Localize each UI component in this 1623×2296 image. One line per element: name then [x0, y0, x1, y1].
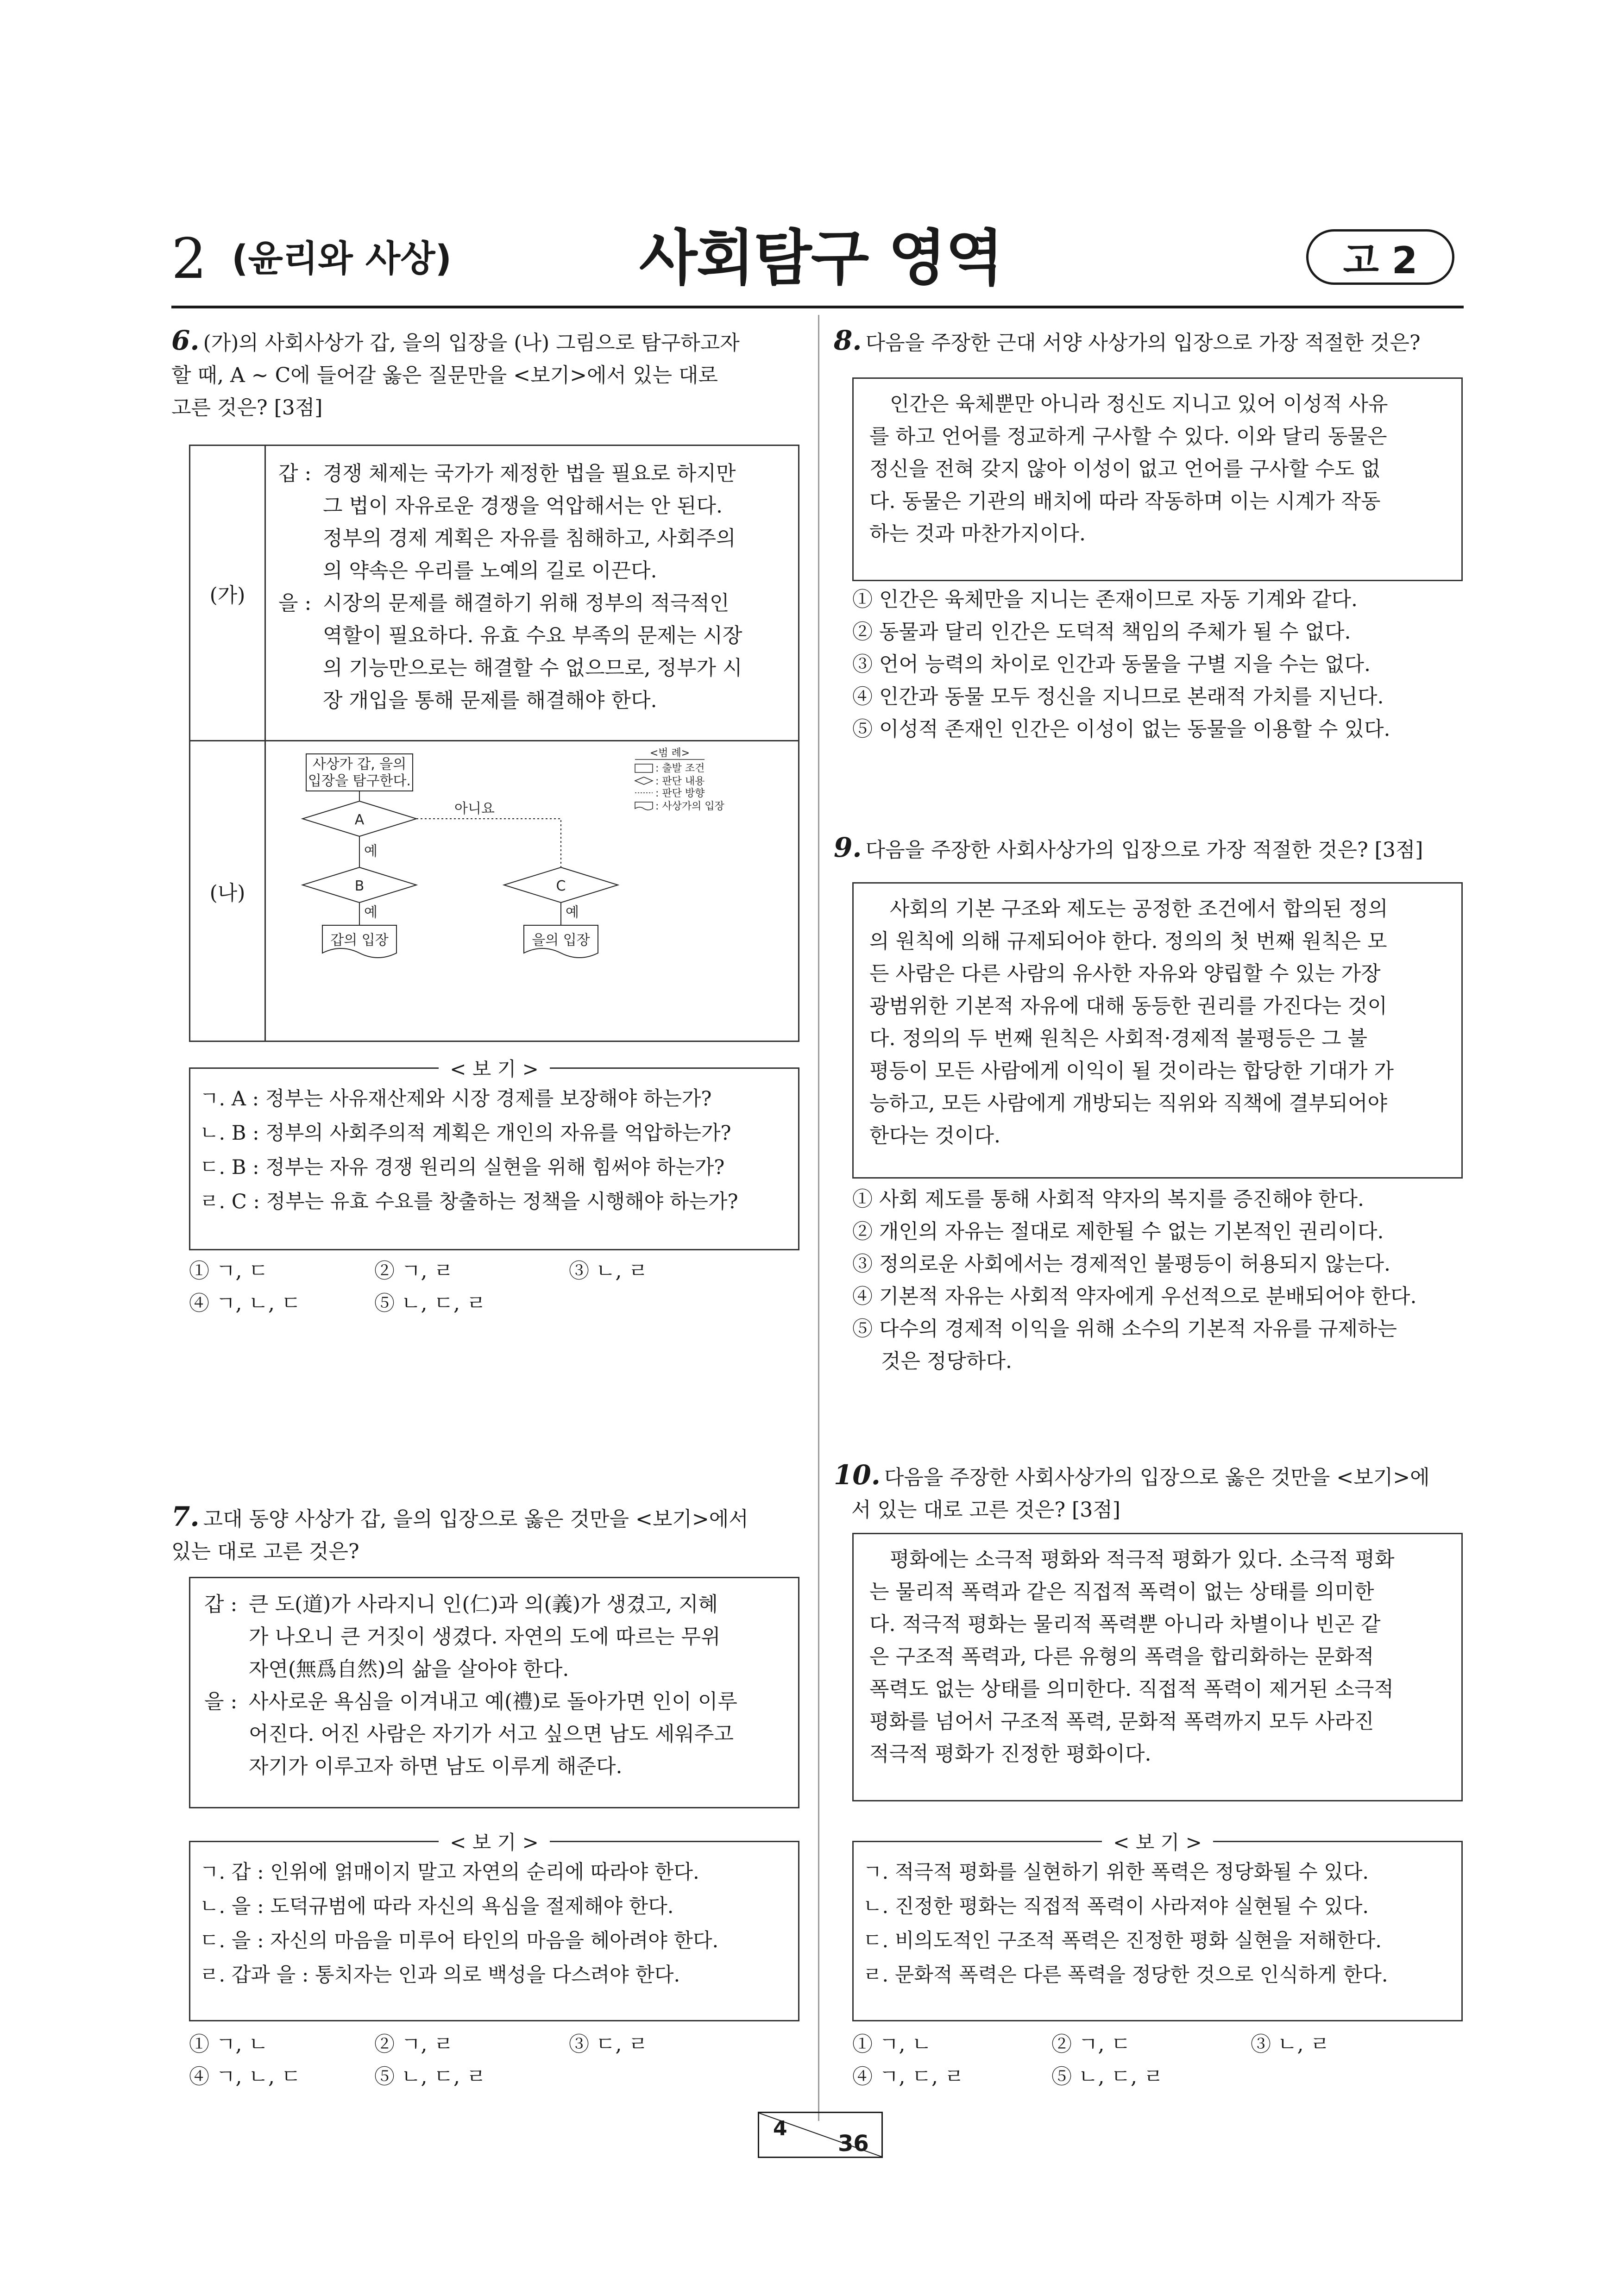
q6-gap-line: 경쟁 체제는 국가가 제정한 법을 필요로 하지만 [323, 462, 736, 485]
flow-start-text-1: 사상가 갑, 을의 [312, 756, 407, 772]
total-pages: 36 [838, 2131, 869, 2157]
q7-bogi-item: ㄱ. 갑 : 인위에 얽매이지 말고 자연의 순리에 따라야 한다. [200, 1861, 699, 1884]
q8-passage-line: 인간은 육체뿐만 아니라 정신도 지니고 있어 이성적 사유 [890, 392, 1388, 416]
q6-bogi-box [189, 1058, 799, 1250]
q8-stem-line: 다음을 주장한 근대 서양 사상가의 입장으로 가장 적절한 것은? [865, 331, 1421, 355]
q6-eul-line: 장 개입을 통해 문제를 해결해야 한다. [323, 689, 657, 712]
q6-row-na-label: (나) [209, 881, 245, 905]
q10-bogi-box [852, 1831, 1463, 2021]
q8-passage-line: 다. 동물은 기관의 배치에 따라 작동하며 이는 시계가 작동 [869, 489, 1381, 513]
q7-eul-line: 어진다. 어진 사람은 자기가 서고 싶으면 남도 세워주고 [249, 1722, 734, 1746]
answer-option[interactable]: ⑤ ㄴ, ㄷ, ㄹ [374, 1292, 486, 1315]
flow-legend-item: : 사상가의 입장 [655, 801, 724, 812]
q7-bogi-item: ㄷ. 을 : 자신의 마음을 미루어 타인의 마음을 헤아려야 한다. [200, 1929, 719, 1952]
q10-number: 10. [834, 1459, 881, 1491]
q7-eul-line: 사사로운 욕심을 이겨내고 예(禮)로 돌아가면 인이 이루 [249, 1690, 737, 1713]
q6-eul-line: 시장의 문제를 해결하기 위해 정부의 적극적인 [323, 591, 730, 615]
legend-position-icon [635, 802, 653, 810]
q6-gap-line: 정부의 경제 계획은 자유를 침해하고, 사회주의 [323, 527, 736, 550]
q6-stem [171, 324, 801, 424]
answer-option[interactable]: ④ ㄱ, ㄷ, ㄹ [852, 2065, 964, 2089]
choice-option[interactable]: ① 사회 제도를 통해 사회적 약자의 복지를 증진해야 한다. [852, 1187, 1364, 1211]
answer-option[interactable]: ④ ㄱ, ㄴ, ㄷ [189, 1292, 301, 1315]
q9-passage-line: 한다는 것이다. [869, 1124, 1000, 1148]
q7-views-box [189, 1577, 799, 1808]
flow-start-text-2: 입장을 탐구한다. [308, 773, 411, 789]
flow-legend-item: : 판단 방향 [655, 788, 705, 799]
flow-legend-item: : 판단 내용 [655, 776, 705, 787]
subject-label: (윤리와 사상) [232, 238, 452, 280]
q6-table [189, 445, 799, 1042]
speaker-label: 을 : [204, 1690, 238, 1713]
q6-flowchart [269, 745, 797, 1039]
q9-passage-line: 다. 정의의 두 번째 원칙은 사회적·경제적 불평등은 그 불 [869, 1027, 1367, 1050]
bogi-title: < 보 기 > [439, 1058, 550, 1080]
answer-option[interactable]: ① ㄱ, ㄴ [852, 2033, 931, 2056]
choice-option-cont: 것은 정당하다. [881, 1349, 1012, 1373]
q8-passage-line: 하는 것과 마찬가지이다. [869, 522, 1086, 546]
flow-no-label: 아니요 [454, 801, 495, 817]
q10-answers [852, 2028, 1330, 2061]
q9-passage-line: 의 원칙에 의해 규제되어야 한다. 정의의 첫 번째 원칙은 모 [869, 929, 1387, 953]
q10-passage-line: 는 물리적 폭력과 같은 직접적 폭력이 없는 상태를 의미한 [869, 1580, 1374, 1604]
answer-option[interactable]: ⑤ ㄴ, ㄷ, ㄹ [374, 2065, 486, 2089]
speaker-label: 을 : [278, 591, 312, 615]
q9-passage-line: 평등이 모든 사람에게 이익이 될 것이라는 합당한 기대가 가 [869, 1059, 1394, 1083]
grade-text: 고 2 [1343, 238, 1418, 282]
header-rule [171, 306, 1464, 308]
q9-number: 9. [834, 832, 862, 863]
choice-option[interactable]: ⑤ 이성적 존재인 인간은 이성이 없는 동물을 이용할 수 있다. [852, 717, 1390, 741]
flow-no-path [416, 819, 561, 867]
choice-option[interactable]: ⑤ 다수의 경제적 이익을 위해 소수의 기본적 자유를 규제하는 [852, 1317, 1397, 1341]
flow-node-c-label: C [556, 878, 566, 894]
q8-stem [834, 324, 1464, 359]
page-title: 사회탐구 영역 [639, 223, 1003, 293]
q6-number: 6. [171, 325, 200, 356]
q6-row-ga-label: (가) [209, 583, 245, 607]
q10-passage-line: 적극적 평화가 진정한 평화이다. [869, 1742, 1151, 1766]
q7-number: 7. [171, 1501, 200, 1532]
q10-bogi-item: ㄷ. 비의도적인 구조적 폭력은 진정한 평화 실현을 저해한다. [863, 1929, 1382, 1952]
q10-bogi-item: ㄱ. 적극적 평화를 실현하기 위한 폭력은 정당화될 수 있다. [863, 1861, 1369, 1884]
choice-option[interactable]: ② 개인의 자유는 절대로 제한될 수 없는 기본적인 권리이다. [852, 1220, 1384, 1243]
q9-passage-line: 능하고, 모든 사람에게 개방되는 직위와 직책에 결부되어야 [869, 1092, 1387, 1115]
answer-option[interactable]: ② ㄱ, ㄹ [374, 2033, 453, 2056]
answer-option[interactable]: ④ ㄱ, ㄴ, ㄷ [189, 2065, 301, 2089]
q7-eul-line: 자기가 이루고자 하면 남도 이루게 해준다. [249, 1755, 623, 1778]
q6-answers [189, 1255, 648, 1287]
q6-bogi-item: ㄹ. C : 정부는 유효 수요를 창출하는 정책을 시행해야 하는가? [200, 1190, 738, 1213]
q6-bogi-item: ㄱ. A : 정부는 사유재산제와 시장 경제를 보장해야 하는가? [200, 1087, 712, 1110]
flow-result-eul-label: 을의 입장 [532, 932, 590, 948]
page-counter [758, 2112, 883, 2158]
q9-choices [852, 1183, 1464, 1378]
grade-badge [1306, 229, 1454, 285]
q10-passage [852, 1533, 1463, 1801]
choice-option[interactable]: ④ 인간과 동물 모두 정신을 지니므로 본래적 가치를 지닌다. [852, 685, 1384, 709]
answer-option[interactable]: ③ ㄴ, ㄹ [1251, 2033, 1330, 2056]
answer-option[interactable]: ③ ㄷ, ㄹ [569, 2033, 648, 2056]
bogi-title: < 보 기 > [1102, 1831, 1213, 1854]
q9-passage-line: 광범위한 기본적 자유에 대해 동등한 권리를 가진다는 것이 [869, 994, 1387, 1018]
q6-table-hline [190, 740, 798, 741]
flow-legend-item: : 출발 조건 [655, 763, 705, 774]
answer-option[interactable]: ② ㄱ, ㄹ [374, 1259, 453, 1283]
q8-passage-line: 를 하고 언어를 정교하게 구사할 수 있다. 이와 달리 동물은 [869, 425, 1387, 448]
q7-stem-line: 고대 동양 사상가 갑, 을의 입장으로 옳은 것만을 <보기>에서 [203, 1507, 749, 1531]
answer-option[interactable]: ③ ㄴ, ㄹ [569, 1259, 648, 1283]
q7-gap-line: 자연(無爲自然)의 삶을 살아야 한다. [249, 1657, 569, 1681]
q6-answers-row2 [189, 1287, 486, 1320]
q10-passage-line: 은 구조적 폭력과, 다른 유형의 폭력을 합리화하는 문화적 [869, 1645, 1374, 1669]
legend-diamond-icon [635, 777, 653, 784]
answer-option[interactable]: ① ㄱ, ㄴ [189, 2033, 268, 2056]
q10-bogi-item: ㄹ. 문화적 폭력은 다른 폭력을 정당한 것으로 인식하게 한다. [863, 1964, 1388, 1987]
answer-option[interactable]: ② ㄱ, ㄷ [1051, 2033, 1131, 2056]
q6-table-vline [264, 446, 266, 1041]
choice-option[interactable]: ② 동물과 달리 인간은 도덕적 책임의 주체가 될 수 없다. [852, 620, 1351, 644]
flow-yes-label-b: 예 [364, 904, 377, 921]
q6-stem-line: 고른 것은? [3점] [171, 396, 323, 420]
choice-option[interactable]: ④ 기본적 자유는 사회적 약자에게 우선적으로 분배되어야 한다. [852, 1285, 1417, 1308]
q9-passage [852, 882, 1463, 1179]
q10-passage-line: 평화를 넘어서 구조적 폭력, 문화적 폭력까지 모두 사라진 [869, 1710, 1374, 1733]
q6-bogi-item: ㄷ. B : 정부는 자유 경쟁 원리의 실현을 위해 힘써야 하는가? [200, 1156, 725, 1179]
choice-option[interactable]: ① 인간은 육체만을 지니는 존재이므로 자동 기계와 같다. [852, 588, 1358, 611]
q6-bogi-item: ㄴ. B : 정부의 사회주의적 계획은 개인의 자유를 억압하는가? [200, 1122, 731, 1145]
q9-passage-line: 사회의 기본 구조와 제도는 공정한 조건에서 합의된 정의 [890, 897, 1388, 921]
q7-gap-view [204, 1588, 784, 1686]
speaker-label: 갑 : [278, 462, 312, 485]
q9-passage-line: 든 사람은 다른 사람의 유사한 자유와 양립할 수 있는 가장 [869, 962, 1381, 985]
choice-option[interactable]: ③ 언어 능력의 차이로 인간과 동물을 구별 지을 수는 없다. [852, 652, 1371, 676]
q7-answers [189, 2028, 648, 2061]
q6-eul-view [278, 587, 788, 717]
q7-gap-line: 큰 도(道)가 사라지니 인(仁)과 의(義)가 생겼고, 지혜 [249, 1593, 718, 1616]
q8-choices [852, 583, 1464, 746]
q9-stem [834, 831, 1464, 866]
column-divider [818, 315, 819, 2121]
q6-stem-line: 할 때, A ~ C에 들어갈 옳은 질문만을 <보기>에서 있는 대로 [171, 364, 718, 387]
page-number: 2 [171, 227, 207, 291]
flow-node-b-label: B [354, 878, 365, 894]
bogi-title: < 보 기 > [439, 1831, 550, 1854]
q6-stem-line: (가)의 사회사상가 갑, 을의 입장을 (나) 그림으로 탐구하고자 [203, 331, 740, 355]
q7-bogi-item: ㄹ. 갑과 을 : 통치자는 인과 의로 백성을 다스려야 한다. [200, 1964, 680, 1987]
q10-passage-line: 평화에는 소극적 평화와 적극적 평화가 있다. 소극적 평화 [890, 1548, 1395, 1571]
flow-result-gap-label: 갑의 입장 [330, 932, 389, 948]
q10-passage-line: 폭력도 없는 상태를 의미한다. 직접적 폭력이 제거된 소극적 [869, 1677, 1394, 1701]
q7-stem-line: 있는 대로 고른 것은? [171, 1540, 359, 1563]
q10-answers-row2 [852, 2061, 1163, 2093]
answer-option[interactable]: ① ㄱ, ㄷ [189, 1259, 268, 1283]
flow-yes-label-a: 예 [364, 843, 377, 859]
q10-bogi-item: ㄴ. 진정한 평화는 직접적 폭력이 사라져야 실현될 수 있다. [863, 1895, 1369, 1918]
q7-stem [171, 1500, 801, 1568]
q6-views [278, 458, 788, 717]
q10-passage-line: 다. 적극적 평화는 물리적 폭력뿐 아니라 차별이나 빈곤 같 [869, 1612, 1381, 1636]
q8-passage-line: 정신을 전혀 갖지 않아 이성이 없고 언어를 구사할 수도 없 [869, 457, 1381, 481]
legend-start-icon [635, 764, 653, 772]
q7-gap-line: 가 나오니 큰 거짓이 생겼다. 자연의 도에 따르는 무위 [249, 1625, 721, 1649]
q6-gap-line: 그 법이 자유로운 경쟁을 억압해서는 안 된다. [323, 494, 723, 518]
q7-bogi-item: ㄴ. 을 : 도덕규범에 따라 자신의 욕심을 절제해야 한다. [200, 1895, 674, 1918]
q6-eul-line: 의 기능만으로는 해결할 수 없으므로, 정부가 시 [323, 656, 742, 680]
q7-bogi-box [189, 1831, 799, 2021]
flow-node-a-label: A [354, 812, 365, 828]
q6-gap-line: 의 약속은 우리를 노예의 길로 이끈다. [323, 559, 657, 583]
q8-number: 8. [834, 325, 862, 356]
q10-stem-line: 서 있는 대로 고른 것은? [3점] [851, 1498, 1120, 1522]
q8-passage [852, 377, 1463, 581]
q6-eul-line: 역할이 필요하다. 유효 수요 부족의 문제는 시장 [323, 624, 742, 647]
flow-legend-title: <범 례> [649, 747, 690, 759]
q10-stem [834, 1459, 1464, 1526]
choice-option[interactable]: ③ 정의로운 사회에서는 경제적인 불평등이 허용되지 않는다. [852, 1252, 1390, 1276]
flow-yes-label-c: 예 [566, 904, 579, 921]
q7-eul-view [204, 1686, 784, 1783]
speaker-label: 갑 : [204, 1593, 238, 1616]
q10-stem-line: 다음을 주장한 사회사상가의 입장으로 옳은 것만을 <보기>에 [884, 1466, 1430, 1489]
q6-gap-view [278, 458, 788, 587]
current-page: 4 [773, 2117, 787, 2140]
answer-option[interactable]: ⑤ ㄴ, ㄷ, ㄹ [1051, 2065, 1164, 2089]
q7-answers-row2 [189, 2061, 486, 2093]
q9-stem-line: 다음을 주장한 사회사상가의 입장으로 가장 적절한 것은? [3점] [865, 838, 1423, 862]
